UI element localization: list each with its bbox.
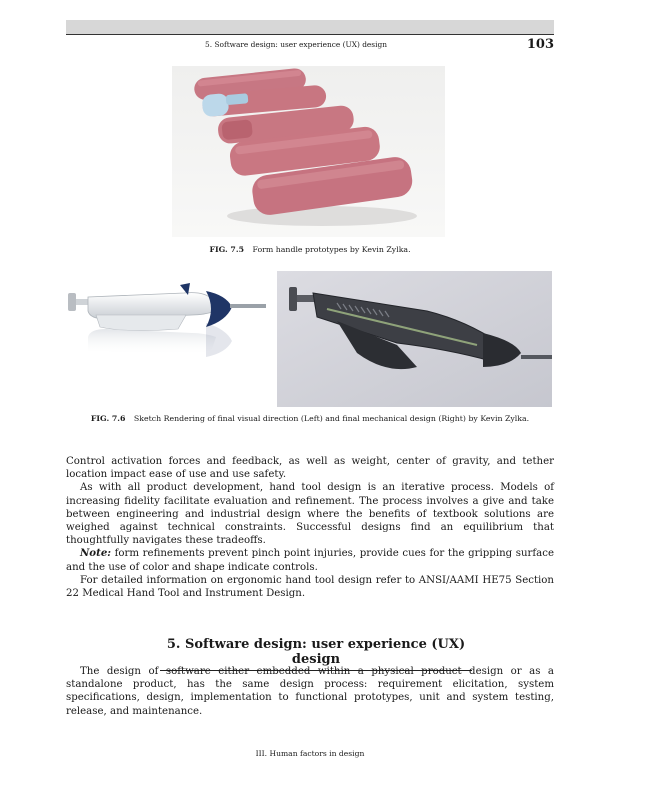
section-paragraph: The design of software either embedded within a physical product design or as a standalone product, has the same design process: requirement elicitation, system specifications, design, implementation to functional prototypes, unit and system testing, release, and maintenance. — [66, 666, 554, 717]
paragraph-note — [66, 547, 554, 573]
note-text: form refinements prevent pinch point injuries, provide cues for the gripping surface and the use of color and shape indicate controls. — [66, 548, 554, 573]
figure-7-6-rendering — [66, 271, 266, 407]
header-rule — [66, 34, 554, 35]
running-head: 5. Software design: user experience (UX) design — [205, 40, 387, 49]
section-heading: 5. Software design: user experience (UX) design — [160, 637, 472, 671]
body-text — [66, 455, 554, 600]
figure-7-6-mechanical-design — [277, 271, 552, 407]
figure-7-6-caption — [66, 414, 554, 423]
figure-7-5-photo — [172, 66, 445, 237]
figure-7-6-label: FIG. 7.6 — [90, 414, 126, 423]
page-footer: III. Human factors in design — [255, 749, 365, 758]
figure-7-6-caption-text: Sketch Rendering of final visual direction (Left) and final mechanical design (Right) by Kevin Zylka. — [133, 414, 530, 423]
paragraph-2: As with all product development, hand tool design is an iterative process. Models of increasing fidelity facilitate evaluation and refinement. The process involves a give and take between engineering and industrial design where the benefits of textbook solutions are weighed against technical constraints. Successful designs find an equilibrium that thoughtfully navigates these tradeoffs. — [66, 482, 554, 547]
figure-7-5-caption-text: Form handle prototypes by Kevin Zylka. — [252, 245, 411, 254]
paragraph-1: Control activation forces and feedback, as well as weight, center of gravity, and tether location impact ease of use and use safety. — [66, 456, 554, 481]
figure-7-5-label: FIG. 7.5 — [209, 245, 244, 254]
header-band — [66, 20, 554, 34]
paragraph-4: For detailed information on ergonomic hand tool design refer to ANSI/AAMI HE75 Section 22 Medical Hand Tool and Instrument Design. — [66, 574, 554, 600]
page-number: 103 — [526, 37, 554, 52]
figure-7-5-caption — [66, 245, 554, 254]
note-label: Note: — [80, 547, 112, 560]
